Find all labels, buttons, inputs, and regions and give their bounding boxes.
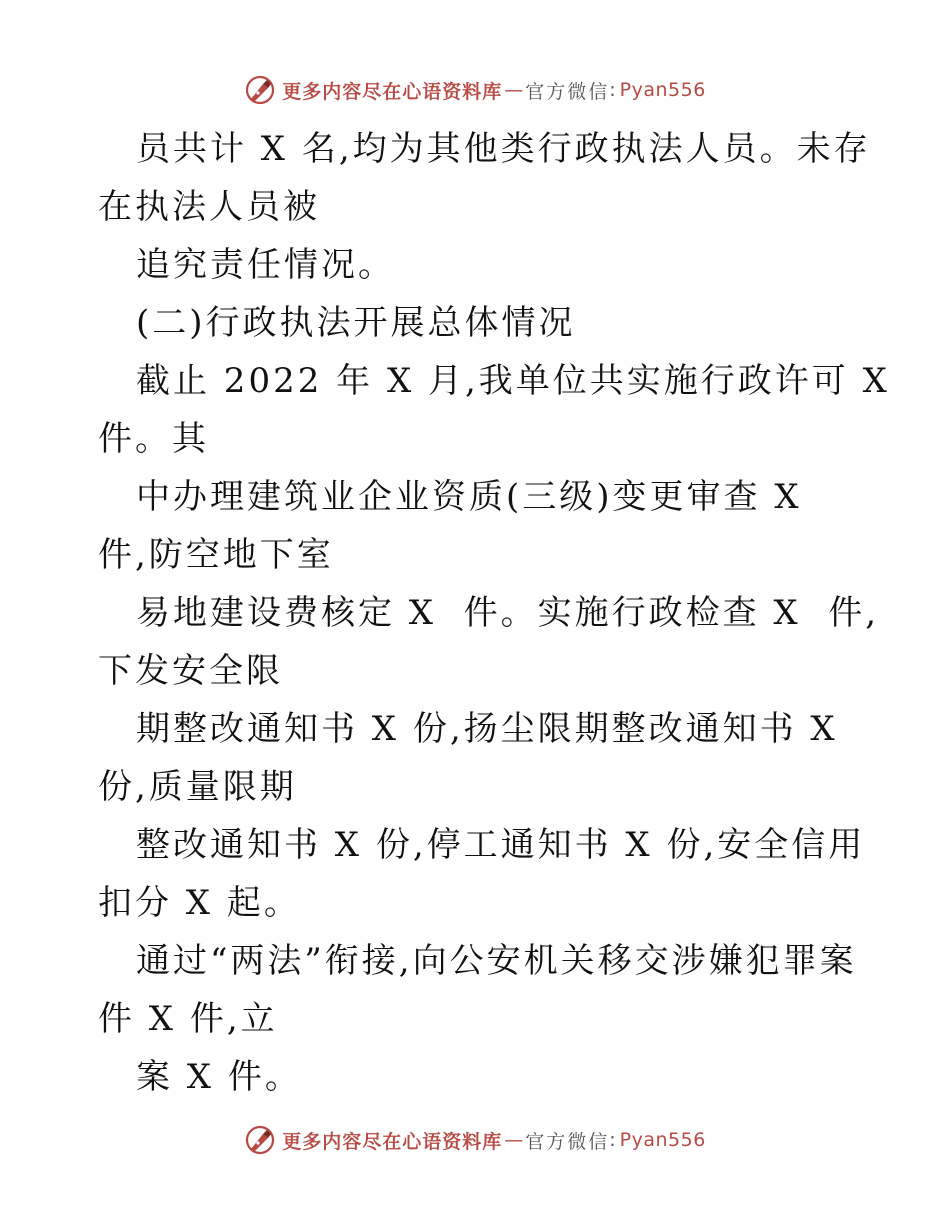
text-line: 期整改通知书 X 份,扬尘限期整改通知书 X [136, 709, 838, 749]
text-line: 在执法人员被 [98, 187, 320, 227]
text-line: 下发安全限 [98, 651, 283, 691]
watermark-colon: : [609, 79, 616, 101]
text-line: 易地建设费核定 X 件。实施行政检查 X 件, [136, 593, 880, 633]
watermark-separator: — [504, 1129, 522, 1151]
text-line: 件 X 件,立 [98, 999, 278, 1039]
watermark-separator: — [504, 79, 522, 101]
text-line: 份,质量限期 [98, 767, 297, 807]
text-line: 截止 2022 年 X 月,我单位共实施行政许可 X [136, 361, 890, 401]
text-line: 员共计 X 名,均为其他类行政执法人员。未存 [136, 129, 871, 169]
watermark-handle: Pyan556 [619, 1129, 706, 1151]
text-line: 案 X 件。 [136, 1057, 302, 1097]
watermark-text: 更多内容尽在心语资料库 [282, 80, 503, 103]
text-line: 追究责任情况。 [136, 245, 395, 285]
watermark-handle: Pyan556 [619, 79, 706, 101]
text-line: (二)行政执法开展总体情况 [136, 303, 576, 343]
text-line: 通过“两法”衔接,向公安机关移交涉嫌犯罪案 [136, 941, 857, 981]
watermark-label: 官方微信 [525, 80, 610, 103]
pen-nib-logo-icon [244, 1124, 276, 1156]
footer-watermark [0, 1120, 950, 1160]
text-line: 件,防空地下室 [98, 535, 334, 575]
text-line: 中办理建筑业企业资质(三级)变更审查 X [136, 477, 802, 517]
document-body [98, 120, 890, 1106]
pen-nib-logo-icon [244, 74, 276, 106]
header-watermark [0, 70, 950, 110]
text-line: 件。其 [98, 419, 209, 459]
watermark-label: 官方微信 [525, 1130, 610, 1153]
text-line: 扣分 X 起。 [98, 883, 301, 923]
watermark-colon: : [609, 1129, 616, 1151]
watermark-text: 更多内容尽在心语资料库 [282, 1130, 503, 1153]
text-line: 整改通知书 X 份,停工通知书 X 份,安全信用 [136, 825, 866, 865]
